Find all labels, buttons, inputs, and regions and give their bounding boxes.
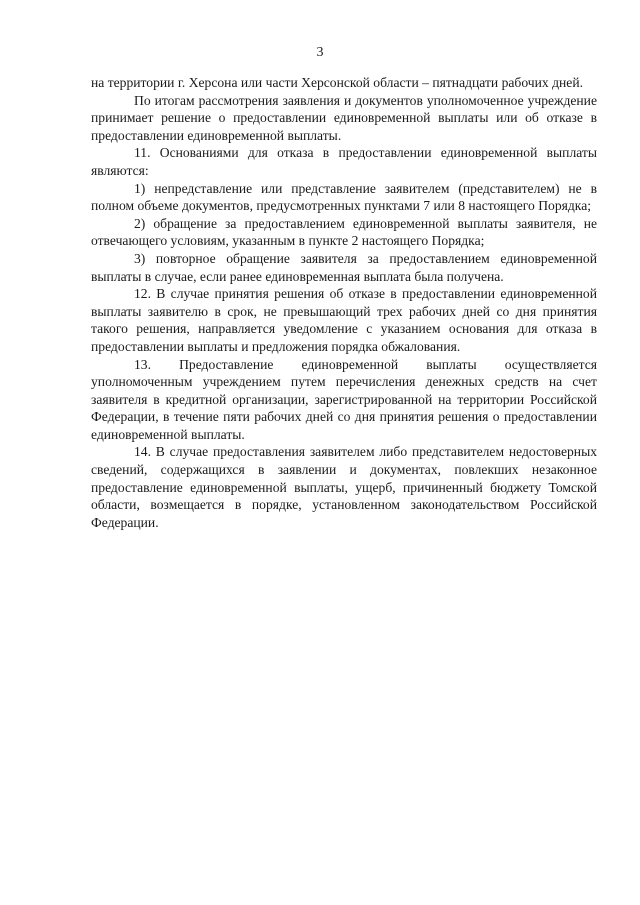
document-body — [91, 74, 597, 531]
paragraph-item-12: 12. В случае принятия решения об отказе в предоставлении единовременной выплаты заявителю в срок, не превышающий трех рабочих дней со дня принятия такого решения, направляется уведомление с указанием основания для отказа в предоставлении выплаты и предложения порядка обжалования. — [91, 286, 597, 354]
paragraph-item-11-3: 3) повторное обращение заявителя за предоставлением единовременной выплаты в случае, если ранее единовременная выплата была получена. — [91, 250, 597, 284]
paragraph-continuation: на территории г. Херсона или части Херсонской области – пятнадцати рабочих дней. — [91, 75, 583, 90]
paragraph-item-11-2: 2) обращение за предоставлением единовременной выплаты заявителя, не отвечающего условиям, указанным в пункте 2 настоящего Порядка; — [91, 215, 597, 249]
paragraph-item-14: 14. В случае предоставления заявителем либо представителем недостоверных сведений, содержащихся в заявлении и документах, повлекших незаконное предоставление единовременной выплаты, ущерб, причиненный бюджету Томской области, возмещается в порядке, установленном законодательством Российской Федерации. — [91, 444, 597, 530]
paragraph-decision: По итогам рассмотрения заявления и документов уполномоченное учреждение принимает решение о предоставлении единовременной выплаты или об отказе в предоставлении единовременной выплаты. — [91, 92, 597, 143]
paragraph-item-13: 13. Предоставление единовременной выплаты осуществляется уполномоченным учреждением путем перечисления денежных средств на счет заявителя в кредитной организации, зарегистрированной на территории Российской Федерации, в течение пяти рабочих дней со дня принятия решения о предоставлении единовременной выплаты. — [91, 356, 597, 442]
paragraph-item-11-1: 1) непредставление или представление заявителем (представителем) не в полном объеме документов, предусмотренных пунктами 7 или 8 настоящего Порядка; — [91, 180, 597, 214]
page-number: 3 — [316, 45, 324, 60]
paragraph-item-11: 11. Основаниями для отказа в предоставлении единовременной выплаты являются: — [91, 145, 597, 178]
